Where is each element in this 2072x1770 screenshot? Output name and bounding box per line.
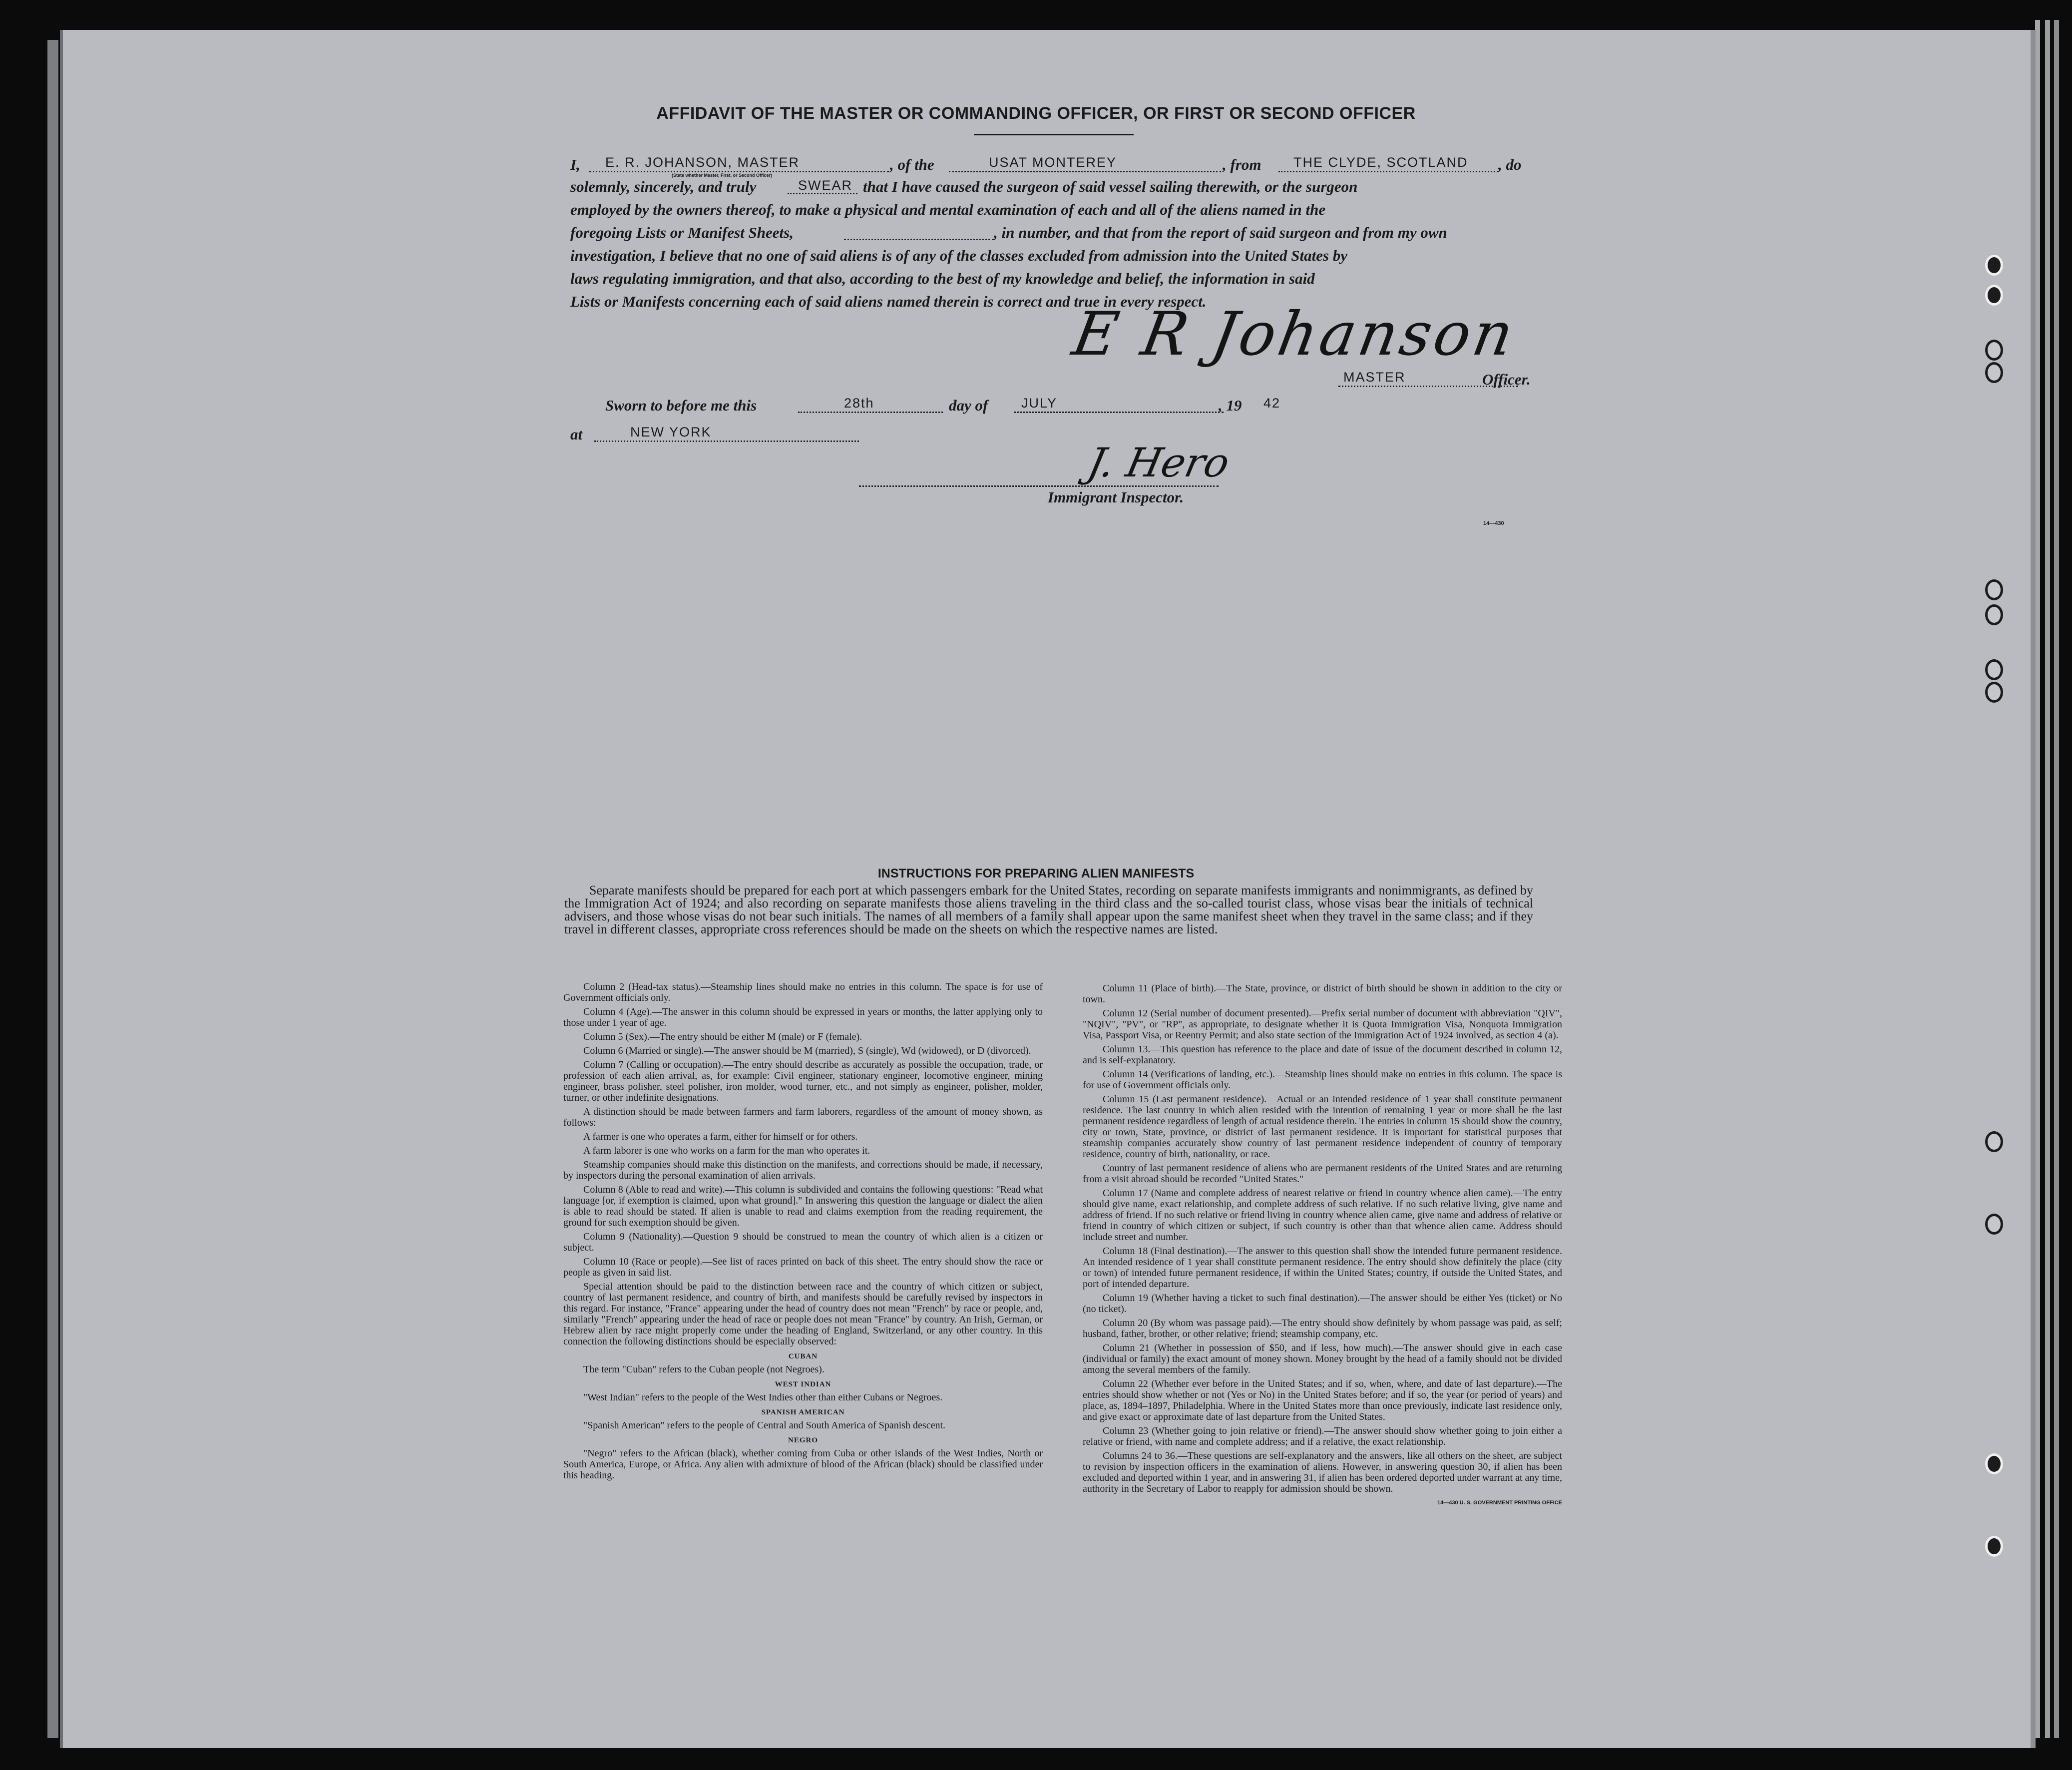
instruction-paragraph: Country of last permanent residence of aliens who are permanent residents of the United States and are returning from a visit abroad should be recorded "United States." [1083,1163,1562,1185]
instruction-paragraph: Column 9 (Nationality).—Question 9 should be construed to mean the country of which alien is a citizen or subject. [563,1231,1043,1253]
instruction-paragraph: Column 8 (Able to read and write).—This column is subdivided and contains the following questions: "Read what language [or, if exemption is claimed, upon what ground]." In answering this question the language or dialect the alien is able to read should be stated. If alien is unable to read and claims exemption from the reading requirement, the ground for such exemption should be given. [563,1184,1043,1228]
binder-hole [1985,340,2003,361]
name-hint: (State whether Master, First, or Second Officer) [672,173,773,178]
instruction-paragraph: Column 15 (Last permanent residence).—Actual or an intended residence of 1 year shall constitute permanent residence. The last country in which alien resided with the intention of remaining 1 year or more shall be the last permanent residence regardless of length of actual residence therein. The entries in column 15 should show the country, city or town, State, province, or district of last permanent residence. It is important for statistical purposes that steamship companies accurately show country of last permanent residence independent of country of temporary residence, country of birth, nationality, or race. [1083,1094,1562,1160]
affidavit-line5: investigation, I believe that no one of said aliens is of any of the classes excluded from admission into the United States by [570,247,1348,264]
negro-definition: "Negro" refers to the African (black), whether coming from Cuba or other islands of the West Indies, North or South America, Europe, or Africa. Any alien with admixture of blood of the African (black) should be classified under this heading. [563,1448,1043,1481]
name-value: E. R. JOHANSON, MASTER [605,155,800,170]
year-value: 42 [1263,396,1281,411]
affidavit-line7: Lists or Manifests concerning each of said aliens named therein is correct and true in every respect. [570,293,1207,310]
month-value: JULY [1021,396,1058,411]
day-blank [798,412,943,413]
instructions-right-column [1083,983,1562,1511]
instruction-paragraph: A farmer is one who operates a farm, either for himself or for others. [583,1131,858,1142]
binder-hole [1985,1536,2003,1557]
affidavit-title: AFFIDAVIT OF THE MASTER OR COMMANDING OFFICER, OR FIRST OR SECOND OFFICER [656,104,1416,123]
inspector-label: Immigrant Inspector. [1048,488,1184,506]
instruction-paragraph: Column 21 (Whether in possession of $50, and if less, how much).—The answer should give in each case (individual or family) the exact amount of money shown. Money brought by the head of a family should not be divided among the several members of the family. [1083,1342,1562,1375]
oath-value: SWEAR [798,178,853,193]
instruction-paragraph: Column 6 (Married or single).—The answer should be M (married), S (single), Wd (widowed), or D (divorced). [583,1045,1031,1056]
binder-hole [1985,1453,2003,1474]
spanish-american-definition: "Spanish American" refers to the people of Central and South America of Spanish descent. [583,1420,946,1431]
inspector-signature: J. Hero [1084,440,1234,486]
binder-hole [1985,604,2003,625]
place-blank [594,441,859,442]
instruction-paragraph: Column 18 (Final destination).—The answer to this question shall show the intended future permanent residence. An intended residence of 1 year shall constitute permanent residence. The entry should show definitely the place (city or town) of intended future permanent residence, if within the United States; country, if outside the United States, and port of intended departure. [1083,1246,1562,1290]
from-label: , from [1223,156,1261,173]
binder-hole [1985,579,2003,600]
affidavit-line3: employed by the owners thereof, to make a physical and mental examination of each and all of the aliens named in the [570,201,1326,218]
do-label: , do [1498,156,1522,173]
printing-office-footer: 14—430 U. S. GOVERNMENT PRINTING OFFICE [1437,1500,1562,1506]
west-indian-heading: WEST INDIAN [775,1380,831,1388]
instruction-paragraph: Column 20 (By whom was passage paid).—The entry should show definitely by whom passage was paid, as self; husband, father, brother, or other relative; friend; steamship company, etc. [1083,1318,1562,1339]
i-label: I, [570,156,580,173]
sworn-day-value: 28th [844,396,874,411]
instruction-paragraph: Special attention should be paid to the distinction between race and the country of which citizen or subject, country of last permanent residence, and country of birth, and manifests should be carefully revised by inspectors in this regard. For instance, "France" appearing under the head of country does not mean "French" by race or people, and, similarly "French" appearing under the head of race or people does not mean "France" by country. An Irish, German, or Hebrew alien by race might properly come under the heading of England, Switzerland, or any other country. In this connection the following distinctions should be especially observed: [563,1281,1043,1347]
scan-shadow [47,40,58,1738]
negro-heading: NEGRO [788,1436,818,1444]
binder-hole [1985,1214,2003,1235]
at-label: at [570,426,583,443]
binder-hole [1985,682,2003,703]
instruction-paragraph: Column 17 (Name and complete address of nearest relative or friend in country whence alien came).—The entry should give name, exact relationship, and complete address of such relative. If no such relative living, give name and address of friend. If no such relative or friend living in country whence alien came, give name and address of relative or friend in country of which citizen or subject, if such country is other than that whence alien came. Address should include street and number. [1083,1188,1562,1243]
instruction-paragraph: Column 13.—This question has reference to the place and date of issue of the document described in column 12, and is self-explanatory. [1083,1044,1562,1066]
month-blank [1014,412,1224,413]
instructions-left-column [563,981,1043,1484]
instruction-paragraph: Column 19 (Whether having a ticket to such final destination).—The answer should be either Yes (ticket) or No (no ticket). [1083,1293,1562,1315]
instruction-paragraph: Column 7 (Calling or occupation).—The entry should describe as accurately as possible the occupation, trade, or profession of each alien arrival, as, for example: Civil engineer, stationary engineer, locomotive engineer, mining engineer, brass polisher, steel polisher, iron molder, wood turner, etc., and not simply as engineer, polisher, molder, turner, or other indefinite designations. [563,1059,1043,1103]
instruction-paragraph: Column 10 (Race or people).—See list of races printed on back of this sheet. The entry should show the race or people as given in said list. [563,1256,1043,1278]
affidavit-line2: that I have caused the surgeon of said vessel sailing therewith, or the surgeon [863,178,1358,195]
instruction-paragraph: Column 4 (Age).—The answer in this column should be expressed in years or months, the latter applying only to those under 1 year of age. [563,1006,1043,1028]
binder-hole [1985,362,2003,383]
solemnly-label: solemnly, sincerely, and truly [570,178,757,195]
instruction-paragraph: Columns 24 to 36.—These questions are self-explanatory and the answers, like all others on the sheet, are subject to revision by inspection officers in the examination of aliens. However, in answering question 30, if alien has been excluded and deported within 1 year, and in answering 31, if alien has been ordered deported under warrant at any time, authority in the Secretary of Labor to reapply for admission should be shown. [1083,1450,1562,1494]
binder-hole [1985,255,2003,276]
cuban-heading: CUBAN [788,1352,818,1360]
sworn-label: Sworn to before me this [605,397,757,414]
port-value: THE CLYDE, SCOTLAND [1293,155,1468,170]
instruction-paragraph: Steamship companies should make this distinction on the manifests, and corrections should be made, if necessary, by inspectors during the personal examination of alien arrivals. [563,1159,1043,1181]
port-blank [1278,171,1498,172]
instruction-paragraph: A farm laborer is one who works on a farm for the man who operates it. [583,1145,870,1156]
instructions-intro: Separate manifests should be prepared for each port at which passengers embark for the United States, recording on separate manifests immigrants and nonimmigrants, as defined by the Immigration Act of 1924; and also recording on separate manifests those aliens traveling in the third class and the so-called tourist class, whose visas bear the initials of technical advisers, and those whose visas do not bear such initials. The names of all members of a family shall appear upon the same manifest sheet when they travel in the same class; and if they travel in different classes, appropriate cross references should be made on the sheets on which the respective names are listed. [564,883,1533,936]
officer-label: Officer. [1482,371,1531,388]
instruction-paragraph: Column 14 (Verifications of landing, etc.).—Steamship lines should make no entries in this column. The space is for use of Government officials only. [1083,1069,1562,1091]
instructions-title: INSTRUCTIONS FOR PREPARING ALIEN MANIFESTS [877,867,1195,881]
instruction-paragraph: Column 23 (Whether going to join relative or friend).—The answer should show whether going to join either a relative or friend, with name and complete address; and if a relative, the exact relationship. [1083,1425,1562,1447]
instruction-paragraph: A distinction should be made between farmers and farm laborers, regardless of the amount of money shown, as follows: [563,1106,1043,1128]
west-indian-definition: "West Indian" refers to the people of the West Indies other than either Cubans or Negroes. [583,1392,943,1403]
binder-hole [1985,1131,2003,1152]
name-blank [589,171,889,172]
spanish-american-heading: SPANISH AMERICAN [761,1408,845,1416]
instruction-paragraph: Column 22 (Whether ever before in the United States; and if so, when, where, and date of last departure).—The entries should show whether or not (Yes or No) in the United States before; and if so, the year (or period of years) and place, as, 1894–1897, Philadelphia. Where in the United States more than once previously, indicate last residence only, and give exact or approximate date of last departure from the United States. [1083,1378,1562,1422]
form-number: 14—430 [1483,520,1504,526]
vessel-value: USAT MONTEREY [989,155,1117,170]
of-the-label: , of the [890,156,934,173]
title-rule [974,134,1134,135]
instruction-paragraph: Column 11 (Place of birth).—The State, province, or district of birth should be shown in addition to the city or town. [1083,983,1562,1005]
instruction-paragraph: Column 2 (Head-tax status).—Steamship lines should make no entries in this column. The space is for use of Government officials only. [563,981,1043,1003]
inspector-blank [859,485,1219,487]
cuban-definition: The term "Cuban" refers to the Cuban people (not Negroes). [583,1364,825,1375]
affidavit-line4b: , in number, and that from the report of said surgeon and from my own [994,224,1447,241]
instruction-paragraph: Column 5 (Sex).—The entry should be either M (male) or F (female). [583,1031,862,1042]
officer-rank-value: MASTER [1343,370,1406,385]
affidavit-line4a: foregoing Lists or Manifest Sheets, [570,224,794,241]
number-blank [844,239,994,240]
instruction-paragraph: Column 12 (Serial number of document presented).—Prefix serial number of document with abbreviation "QIV", "NQIV", "PV", or "RP", as appropriate, to designate whether it is Quota Immigration Visa, Nonquota Immigration Visa, Passport Visa, or Reentry Permit; and also state section of the Immigration Act of 1924 involved, as section 4 (a). [1083,1008,1562,1041]
binder-hole [1985,285,2003,306]
day-of-label: day of [949,397,988,414]
place-value: NEW YORK [630,425,712,440]
vessel-blank [949,171,1221,172]
affidavit-line6: laws regulating immigration, and that also, according to the best of my knowledge and belief, the information in said [570,270,1315,287]
year-prefix: , 19 [1219,397,1242,414]
binder-hole [1985,659,2003,680]
master-signature: E R Johanson [1067,300,1522,369]
